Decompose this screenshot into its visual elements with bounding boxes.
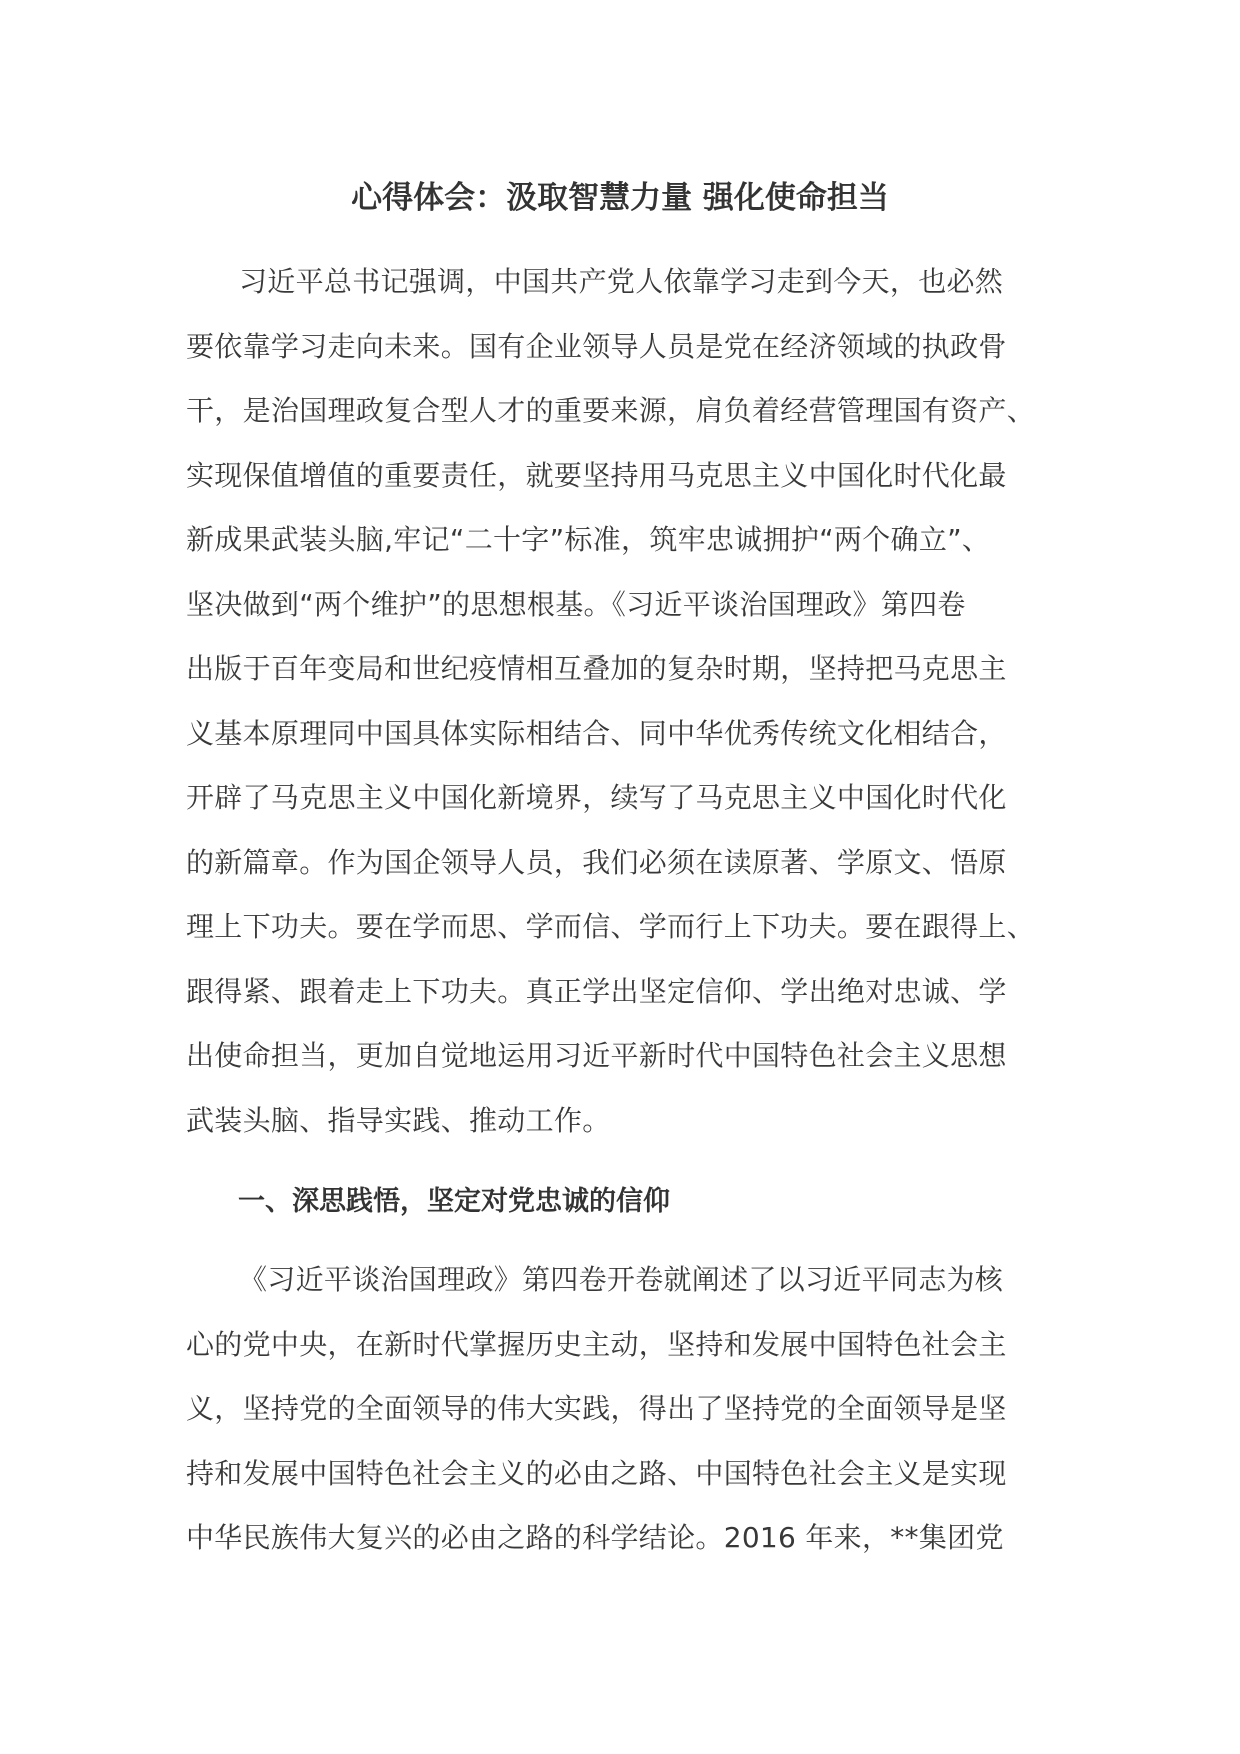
text-line: 出使命担当，更加自觉地运用习近平新时代中国特色社会主义思想 [186,1039,1007,1072]
text-line: 实现保值增值的重要责任，就要坚持用马克思主义中国化时代化最 [186,458,1007,492]
document-title: 心得体会：汲取智慧力量 强化使命担当 [351,180,889,216]
text-line: 《习近平谈治国理政》第四卷开卷就阐述了以习近平同志为核 [239,1263,1004,1296]
text-line: 心的党中央，在新时代掌握历史主动，坚持和发展中国特色社会主 [186,1327,1007,1361]
text-line: 干，是治国理政复合型人才的重要来源，肩负着经营管理国有资产、 [186,394,1036,427]
text-line: 出版于百年变局和世纪疫情相互叠加的复杂时期，坚持把马克思主 [186,652,1007,685]
text-line: 新成果武装头脑,牢记“二十字”标准，筑牢忠诚拥护“两个确立”、 [186,523,991,556]
text-line: 持和发展中国特色社会主义的必由之路、中国特色社会主义是实现 [186,1456,1007,1490]
text-line: 坚决做到“两个维护”的思想根基。《习近平谈治国理政》第四卷 [186,587,966,621]
text-line: 开辟了马克思主义中国化新境界，续写了马克思主义中国化时代化 [186,781,1007,814]
text-line: 义，坚持党的全面领导的伟大实践，得出了坚持党的全面领导是坚 [186,1392,1007,1425]
text-line: 中华民族伟大复兴的必由之路的科学结论。2016 年来，**集团党 [186,1521,1004,1554]
text-line: 武装头脑、指导实践、推动工作。 [186,1103,611,1137]
text-line: 义基本原理同中国具体实际相结合、同中华优秀传统文化相结合， [186,716,1007,750]
text-line: 理上下功夫。要在学而思、学而信、学而行上下功夫。要在跟得上、 [186,910,1036,943]
section-heading: 一、深思践悟，坚定对党忠诚的信仰 [238,1186,670,1217]
text-line: 的新篇章。作为国企领导人员，我们必须在读原著、学原文、悟原 [186,845,1007,879]
paragraph-text [186,250,1066,1153]
text-line: 要依靠学习走向未来。国有企业领导人员是党在经济领域的执政骨 [186,329,1007,363]
paragraph-section1 [186,1248,1066,1571]
text-line: 习近平总书记强调，中国共产党人依靠学习走到今天，也必然 [239,265,1004,298]
paragraph-text [186,1248,1066,1571]
paragraph-intro [186,250,1066,1153]
text-line: 跟得紧、跟着走上下功夫。真正学出坚定信仰、学出绝对忠诚、学 [186,974,1007,1008]
